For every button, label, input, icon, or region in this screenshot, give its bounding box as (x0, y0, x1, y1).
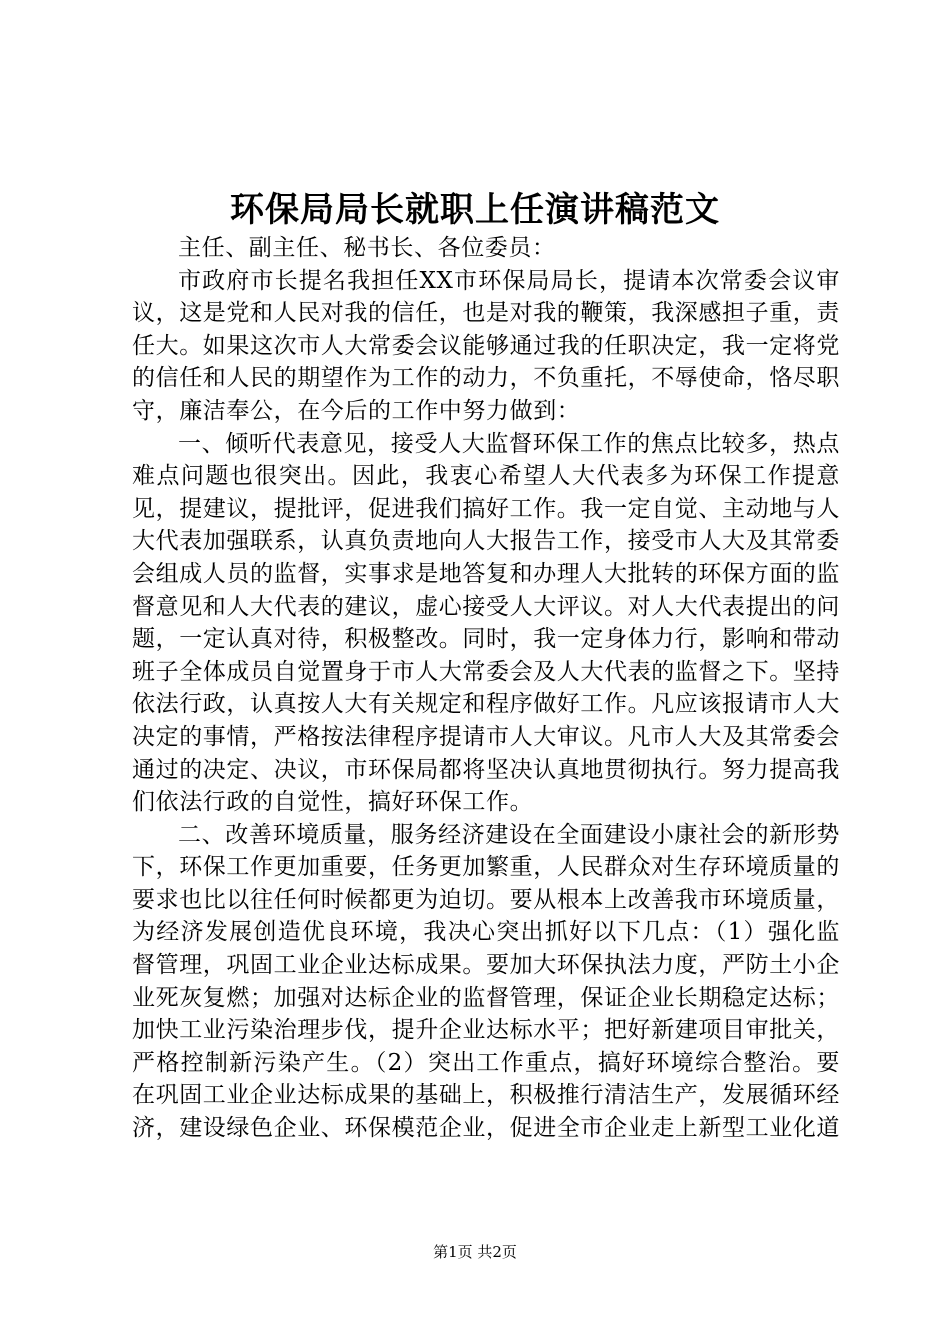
section-two-paragraph: 二、改善环境质量，服务经济建设在全面建设小康社会的新形势下，环保工作更加重要，任务更加繁重，人民群众对生存环境质量的要求也比以往任何时候都更为迫切。要从根本上改善我市环境质量，为经济发展创造优良环境，我决心突出抓好以下几点：（1）强化监督管理，巩固工业企业达标成果。要加大环保执法力度，严防土小企业死灰复燃；加强对达标企业的监督管理，保证企业长期稳定达标；加快工业污染治理步伐，提升企业达标水平；把好新建项目审批关，严格控制新污染产生。（2）突出工作重点，搞好环境综合整治。要在巩固工业企业达标成果的基础上，积极推行清洁生产，发展循环经济，建设绿色企业、环保模范企业，促进全市企业走上新型工业化道 (132, 821, 840, 1142)
section-one-paragraph: 一、倾听代表意见，接受人大监督环保工作的焦点比较多，热点难点问题也很突出。因此，我衷心希望人大代表多为环保工作提意见，提建议，提批评，促进我们搞好工作。我一定自觉、主动地与人大代表加强联系，认真负责地向人大报告工作，接受市人大及其常委会组成人员的监督，实事求是地答复和办理人大批转的环保方面的监督意见和人大代表的建议，虚心接受人大评议。对人大代表提出的问题，一定认真对待，积极整改。同时，我一定身体力行，影响和带动班子全体成员自觉置身于市人大常委会及人大代表的监督之下。坚持依法行政，认真按人大有关规定和程序做好工作。凡应该报请市人大决定的事情，严格按法律程序提请市人大审议。凡市人大及其常委会通过的决定、决议，市环保局都将坚决认真地贯彻执行。努力提高我们依法行政的自觉性，搞好环保工作。 (132, 430, 840, 816)
page-footer: 第1页 共2页 (433, 1243, 517, 1261)
salutation-paragraph: 主任、副主任、秘书长、各位委员： (178, 235, 556, 261)
document-body (132, 232, 840, 1145)
intro-paragraph: 市政府市长提名我担任XX市环保局局长，提请本次常委会议审议，这是党和人民对我的信任，也是对我的鞭策，我深感担子重，责任大。如果这次市人大常委会议能够通过我的任职决定，我一定将党的信任和人民的期望作为工作的动力，不负重托，不辱使命，恪尽职守，廉洁奉公，在今后的工作中努力做到： (132, 267, 840, 424)
document-title: 环保局局长就职上任演讲稿范文 (230, 190, 720, 230)
